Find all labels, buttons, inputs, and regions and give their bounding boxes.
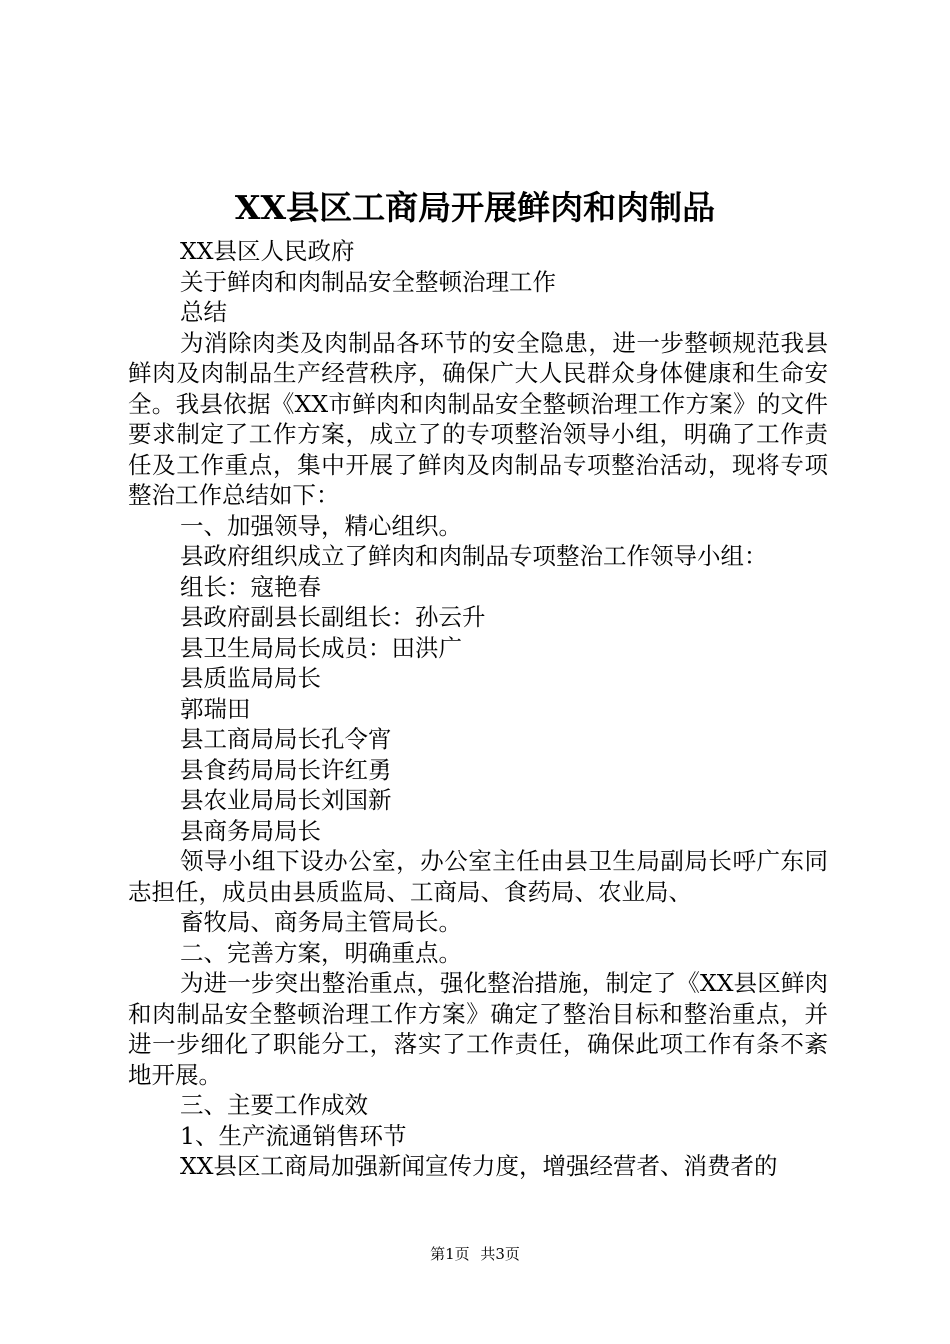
section3-subheading: 1、生产流通销售环节 [180, 1121, 407, 1150]
header-line-subject: 关于鲜肉和肉制品安全整顿治理工作 [180, 267, 556, 296]
document-body [128, 236, 828, 1182]
office-paragraph: 领导小组下设办公室，办公室主任由县卫生局副局长呼广东同志担任，成员由县质监局、工商局、食药局、农业局、 [128, 847, 828, 906]
office-paragraph-tail: 畜牧局、商务局主管局长。 [180, 908, 462, 936]
section1-line: 县工商局局长孔令宵 [180, 725, 392, 753]
section3-paragraph: XX县区工商局加强新闻宣传力度，增强经营者、消费者的 [180, 1152, 778, 1180]
section1-line: 县卫生局局长成员：田洪广 [180, 633, 462, 662]
section1-line: 郭瑞田 [180, 694, 251, 723]
section3-heading: 三、主要工作成效 [180, 1091, 368, 1119]
page-number: 第1页 [430, 1245, 470, 1263]
section1-line: 县农业局局长刘国新 [180, 786, 392, 814]
document-title: XX县区工商局开展鲜肉和肉制品 [234, 188, 716, 227]
section1-line: 组长：寇艳春 [180, 572, 321, 601]
section1-line: 县商务局局长 [180, 816, 321, 845]
page-total: 共3页 [480, 1245, 520, 1263]
section1-line: 县政府副县长副组长：孙云升 [180, 603, 486, 631]
section1-line: 县食药局局长许红勇 [180, 755, 392, 784]
section2-heading: 二、完善方案，明确重点。 [180, 938, 462, 967]
header-line-government: XX县区人民政府 [180, 237, 355, 265]
intro-paragraph: 为消除肉类及肉制品各环节的安全隐患，进一步整顿规范我县鲜肉及肉制品生产经营秩序，确保广大人民群众身体健康和生命安全。我县依据《XX市鲜肉和肉制品安全整顿治理工作方案》的文件要求制定了工作方案，成立了的专项整治领导小组，明确了工作责任及工作重点，集中开展了鲜肉及肉制品专项整治活动，现将专项整治工作总结如下： [128, 328, 828, 509]
section2-paragraph: 为进一步突出整治重点，强化整治措施，制定了《XX县区鲜肉和肉制品安全整顿治理工作方案》确定了整治目标和整治重点，并进一步细化了职能分工，落实了工作责任，确保此项工作有条不紊地开展。 [128, 969, 828, 1089]
section1-line: 县质监局局长 [180, 664, 321, 692]
header-line-summary: 总结 [180, 298, 227, 326]
section1-heading: 一、加强领导，精心组织。 [180, 511, 462, 540]
section1-line: 县政府组织成立了鲜肉和肉制品专项整治工作领导小组： [180, 542, 768, 570]
page-footer [0, 1243, 950, 1265]
